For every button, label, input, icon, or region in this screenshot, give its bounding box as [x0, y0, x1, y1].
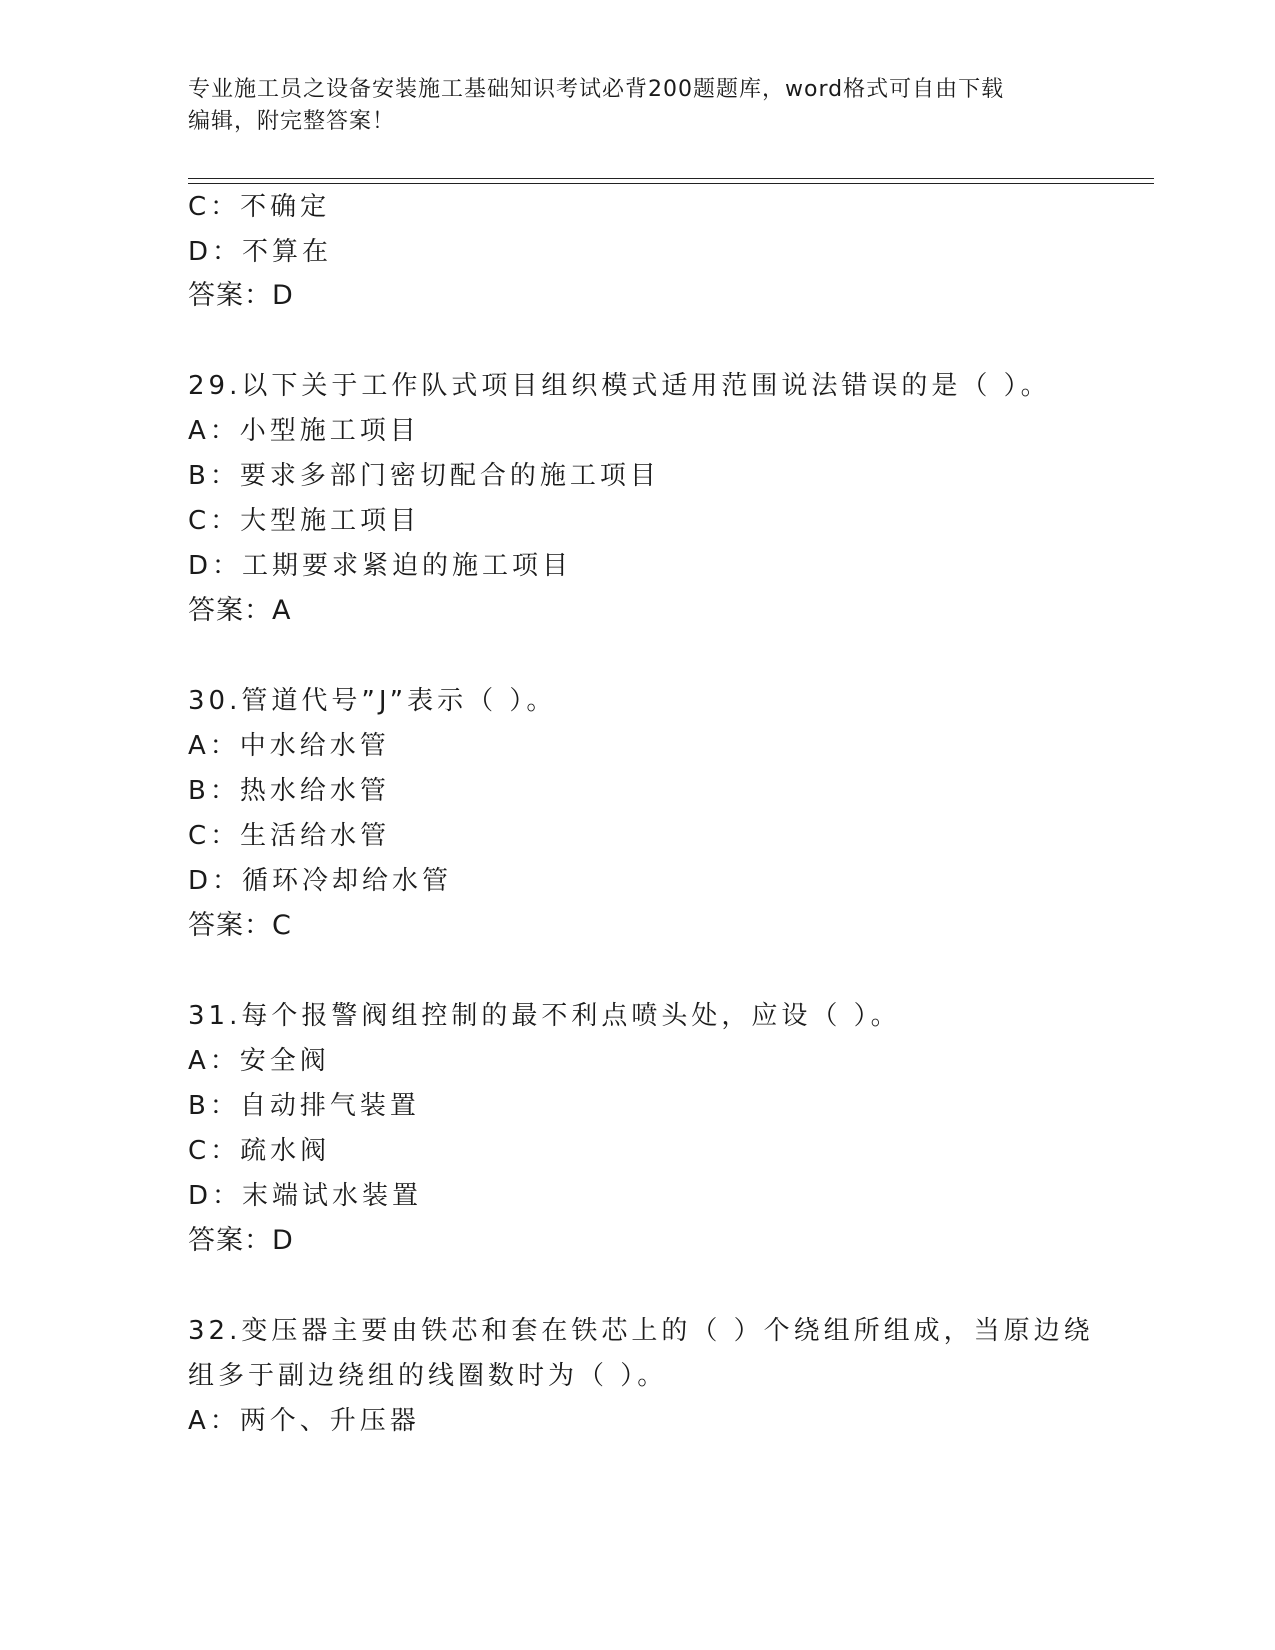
header-divider-bottom — [188, 183, 1154, 184]
answer-line: 答案：D — [188, 1225, 294, 1256]
option-c: C：生活给水管 — [188, 821, 391, 851]
option-d: D：末端试水装置 — [188, 1181, 423, 1211]
header-line-1: 专业施工员之设备安装施工基础知识考试必背200题题库，word格式可自由下载 — [188, 77, 1005, 102]
option-b: B：自动排气装置 — [188, 1091, 420, 1121]
question-stem: 30.管道代号”J”表示（ ）。 — [188, 686, 557, 716]
question-stem: 32.变压器主要由铁芯和套在铁芯上的（ ）个绕组所组成，当原边绕 — [188, 1316, 1094, 1346]
answer-line: 答案：A — [188, 595, 292, 626]
option-c: C：大型施工项目 — [188, 506, 421, 536]
option-a: A：中水给水管 — [188, 731, 390, 761]
option-a: A：小型施工项目 — [188, 416, 420, 446]
option-d: D：循环冷却给水管 — [188, 866, 453, 896]
option-c: C：疏水阀 — [188, 1136, 331, 1166]
option-c: C：不确定 — [188, 192, 331, 222]
answer-line: 答案：C — [188, 910, 292, 941]
option-d: D：不算在 — [188, 237, 333, 267]
document-header — [188, 74, 1068, 138]
option-d: D：工期要求紧迫的施工项目 — [188, 551, 573, 581]
header-line-2: 编辑，附完整答案！ — [188, 109, 396, 134]
option-b: B：要求多部门密切配合的施工项目 — [188, 461, 660, 491]
option-a: A：两个、升压器 — [188, 1406, 420, 1436]
question-stem-continued: 组多于副边绕组的线圈数时为（ ）。 — [188, 1361, 668, 1391]
question-stem: 29.以下关于工作队式项目组织模式适用范围说法错误的是（ ）。 — [188, 371, 1051, 401]
option-b: B：热水给水管 — [188, 776, 390, 806]
question-stem: 31.每个报警阀组控制的最不利点喷头处，应设（ ）。 — [188, 1001, 901, 1031]
header-divider-top — [188, 178, 1154, 179]
option-a: A：安全阀 — [188, 1046, 330, 1076]
answer-line: 答案：D — [188, 280, 294, 311]
